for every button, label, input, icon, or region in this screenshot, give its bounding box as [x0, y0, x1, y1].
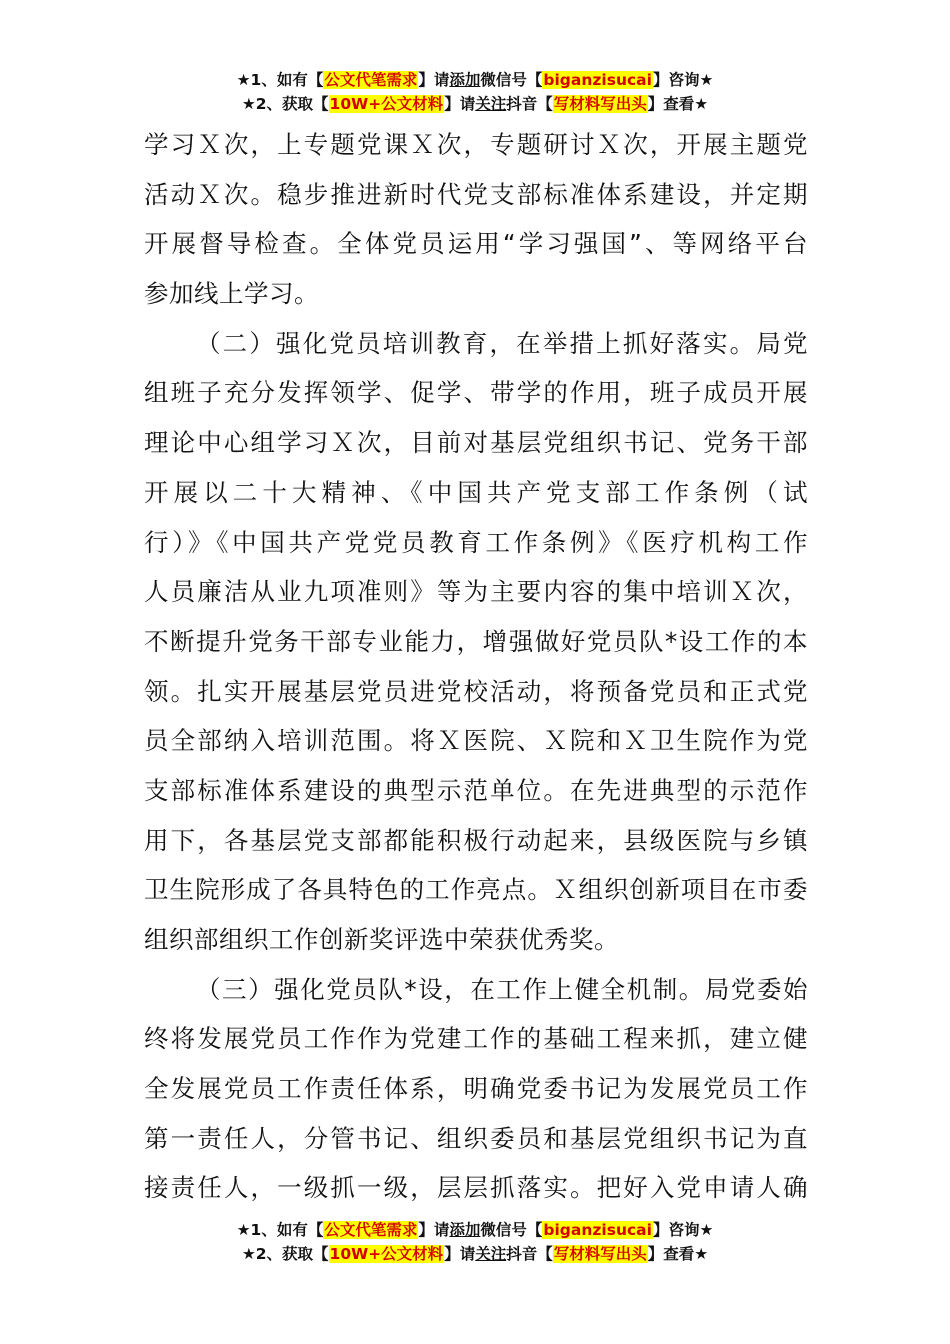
- body-line: 学习Ｘ次，上专题党课Ｘ次，专题研讨Ｘ次，开展主题党: [144, 130, 808, 159]
- banner-highlight: 10W+公文材料: [329, 1245, 444, 1263]
- banner-underlined-text: 关注: [475, 95, 507, 113]
- body-line: 不断提升党务干部专业能力，增强做好党员队*设工作的本: [144, 626, 808, 656]
- body-line: 领。扎实开展基层党员进党校活动，将预备党员和正式党: [144, 676, 808, 706]
- document-body: [144, 120, 808, 1213]
- body-line: 用下，各基层党支部都能积极行动起来，县级医院与乡镇: [144, 825, 808, 855]
- banner-text: 】查看★: [647, 1245, 709, 1263]
- body-line: 活动Ｘ次。稳步推进新时代党支部标准体系建设，并定期: [144, 179, 808, 209]
- body-line: 人员廉洁从业九项准则》等为主要内容的集中培训Ｘ次，: [144, 577, 808, 607]
- body-line: 卫生院形成了各具特色的工作亮点。Ｘ组织创新项目在市委: [144, 875, 808, 905]
- body-line: 参加线上学习。: [144, 279, 319, 309]
- banner-text: ★2、获取【: [241, 1245, 329, 1263]
- banner-text: 】请: [444, 95, 476, 113]
- banner-line-2: [0, 1242, 950, 1266]
- banner-line-2: [0, 92, 950, 116]
- body-line: 行）》《中国共产党党员教育工作条例》《医疗机构工作: [144, 527, 808, 557]
- banner-line-1: [0, 1218, 950, 1242]
- body-line: 支部标准体系建设的典型示范单位。在先进典型的示范作: [144, 775, 808, 805]
- body-line: 开展以二十大精神、《中国共产党支部工作条例（试: [144, 477, 808, 507]
- banner-highlight: biganzisucai: [543, 1221, 652, 1239]
- body-line: 接责任人，一级抓一级，层层抓落实。把好入党申请人确: [144, 1173, 808, 1203]
- body-line: 理论中心组学习Ｘ次，目前对基层党组织书记、党务干部: [144, 428, 808, 458]
- banner-text: 】查看★: [647, 95, 709, 113]
- body-line: 全发展党员工作责任体系，明确党委书记为发展党员工作: [144, 1074, 808, 1104]
- banner-text: ★1、如有【: [236, 1221, 324, 1239]
- body-line: 员全部纳入培训范围。将Ｘ医院、Ｘ院和Ｘ卫生院作为党: [144, 726, 808, 756]
- banner-underlined-text: 添加: [449, 1221, 481, 1239]
- body-line: 第一责任人，分管书记、组织委员和基层党组织书记为直: [144, 1123, 808, 1153]
- banner-text: 微信号【: [480, 1221, 543, 1239]
- banner-highlight: 写材料写出头: [553, 95, 647, 113]
- body-line: 终将发展党员工作作为党建工作的基础工程来抓，建立健: [144, 1024, 808, 1054]
- body-line: 开展督导检查。全体党员运用“学习强国”、等网络平台: [144, 229, 808, 259]
- banner-text: ★2、获取【: [241, 95, 329, 113]
- banner-highlight: 公文代笔需求: [324, 71, 418, 89]
- banner-text: ★1、如有【: [236, 71, 324, 89]
- header-banner: [0, 68, 950, 116]
- banner-highlight: biganzisucai: [543, 71, 652, 89]
- banner-text: 】请: [444, 1245, 476, 1263]
- banner-text: 】咨询★: [652, 71, 714, 89]
- banner-text: 抖音【: [506, 95, 553, 113]
- footer-banner: [0, 1218, 950, 1266]
- banner-text: 微信号【: [480, 71, 543, 89]
- section-heading-line: （二）强化党员培训教育，在举措上抓好落实。局党: [196, 328, 808, 358]
- banner-text: 】请: [418, 71, 450, 89]
- banner-underlined-text: 添加: [449, 71, 481, 89]
- banner-text: 】咨询★: [652, 1221, 714, 1239]
- banner-highlight: 公文代笔需求: [324, 1221, 418, 1239]
- body-line: 组班子充分发挥领学、促学、带学的作用，班子成员开展: [144, 378, 808, 408]
- section-heading-line: （三）强化党员队*设，在工作上健全机制。局党委始: [196, 974, 808, 1004]
- banner-text: 】请: [418, 1221, 450, 1239]
- banner-line-1: [0, 68, 950, 92]
- banner-text: 抖音【: [506, 1245, 553, 1263]
- banner-highlight: 10W+公文材料: [329, 95, 444, 113]
- banner-highlight: 写材料写出头: [553, 1245, 647, 1263]
- body-line: 组织部组织工作创新奖评选中荣获优秀奖。: [144, 925, 619, 954]
- banner-underlined-text: 关注: [475, 1245, 507, 1263]
